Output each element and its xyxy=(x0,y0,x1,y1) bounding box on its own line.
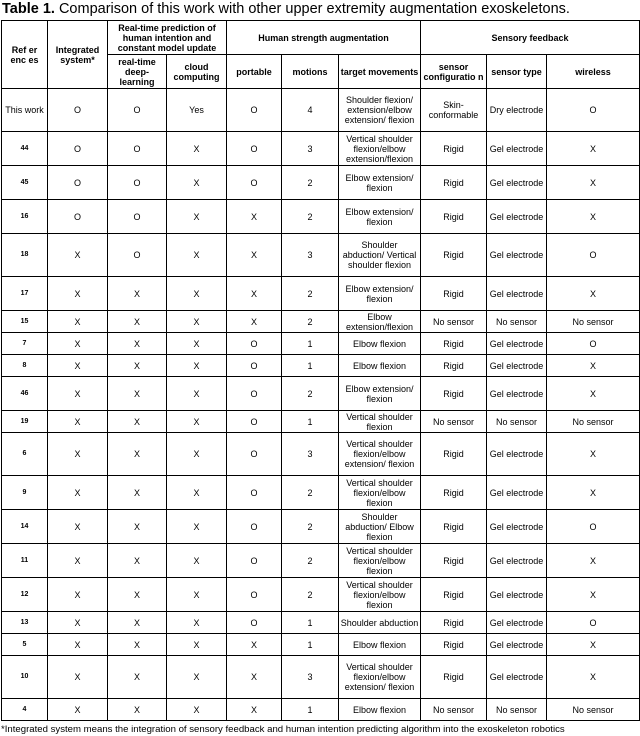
target-movements-cell: Elbow extension/ flexion xyxy=(339,200,421,234)
integrated-cell: X xyxy=(48,333,108,355)
sensor-type-cell: Gel electrode xyxy=(487,510,547,544)
integrated-cell: O xyxy=(48,89,108,132)
cloud-computing-cell: X xyxy=(167,578,227,612)
header-sensory-feedback-group: Sensory feedback xyxy=(421,21,640,55)
sensor-type-cell: Gel electrode xyxy=(487,132,547,166)
integrated-cell: X xyxy=(48,234,108,277)
target-movements-cell: Vertical shoulder flexion/elbow flexion xyxy=(339,578,421,612)
deep-learning-cell: X xyxy=(108,476,167,510)
target-movements-cell: Elbow flexion xyxy=(339,634,421,656)
sensor-type-cell: No sensor xyxy=(487,411,547,433)
deep-learning-cell: O xyxy=(108,132,167,166)
table-row xyxy=(2,89,640,132)
sensor-type-cell: Gel electrode xyxy=(487,656,547,699)
target-movements-cell: Shoulder abduction/ Vertical shoulder flexion xyxy=(339,234,421,277)
target-movements-cell: Vertical shoulder flexion/elbow flexion xyxy=(339,476,421,510)
sensor-configuration-cell: Rigid xyxy=(421,200,487,234)
ref-cell: 5 xyxy=(2,634,48,656)
caption-text: Comparison of this work with other upper extremity augmentation exoskeletons. xyxy=(54,1,570,17)
cloud-computing-cell: X xyxy=(167,377,227,411)
portable-cell: O xyxy=(227,612,282,634)
comparison-table xyxy=(1,20,640,721)
table-row xyxy=(2,333,640,355)
motions-cell: 2 xyxy=(282,544,339,578)
motions-cell: 2 xyxy=(282,311,339,333)
ref-cell: 18 xyxy=(2,234,48,277)
table-row xyxy=(2,200,640,234)
deep-learning-cell: O xyxy=(108,200,167,234)
portable-cell: O xyxy=(227,132,282,166)
wireless-cell: X xyxy=(547,634,640,656)
motions-cell: 2 xyxy=(282,578,339,612)
portable-cell: X xyxy=(227,200,282,234)
sensor-configuration-cell: Rigid xyxy=(421,433,487,476)
header-row-group xyxy=(2,21,640,55)
target-movements-cell: Shoulder abduction/ Elbow flexion xyxy=(339,510,421,544)
target-movements-cell: Vertical shoulder flexion/elbow extension/flexion xyxy=(339,132,421,166)
motions-cell: 4 xyxy=(282,89,339,132)
sensor-type-cell: Gel electrode xyxy=(487,634,547,656)
target-movements-cell: Elbow flexion xyxy=(339,333,421,355)
header-cloud-computing: cloud computing xyxy=(167,55,227,89)
integrated-cell: X xyxy=(48,355,108,377)
cloud-computing-cell: X xyxy=(167,476,227,510)
table-footnote: *Integrated system means the integration of sensory feedback and human intention predicting algorithm into the exoskeleton robotics xyxy=(1,724,565,735)
table-row xyxy=(2,656,640,699)
sensor-type-cell: Gel electrode xyxy=(487,377,547,411)
target-movements-cell: Elbow extension/ flexion xyxy=(339,377,421,411)
portable-cell: O xyxy=(227,355,282,377)
ref-cell: 12 xyxy=(2,578,48,612)
sensor-type-cell: Gel electrode xyxy=(487,355,547,377)
motions-cell: 2 xyxy=(282,166,339,200)
deep-learning-cell: X xyxy=(108,433,167,476)
header-sensor-configuration: sensor configuratio n xyxy=(421,55,487,89)
table-row xyxy=(2,166,640,200)
ref-cell: 17 xyxy=(2,277,48,311)
cloud-computing-cell: X xyxy=(167,355,227,377)
table-row xyxy=(2,510,640,544)
integrated-cell: O xyxy=(48,200,108,234)
deep-learning-cell: X xyxy=(108,544,167,578)
header-human-strength-group: Human strength augmentation xyxy=(227,21,421,55)
ref-cell: 14 xyxy=(2,510,48,544)
wireless-cell: O xyxy=(547,89,640,132)
integrated-cell: X xyxy=(48,277,108,311)
integrated-cell: X xyxy=(48,544,108,578)
portable-cell: O xyxy=(227,578,282,612)
sensor-configuration-cell: No sensor xyxy=(421,699,487,721)
header-portable: portable xyxy=(227,55,282,89)
sensor-configuration-cell: Rigid xyxy=(421,634,487,656)
header-integrated-system: Integrated system* xyxy=(48,21,108,89)
sensor-type-cell: Gel electrode xyxy=(487,234,547,277)
sensor-configuration-cell: Skin-conformable xyxy=(421,89,487,132)
table-row xyxy=(2,411,640,433)
portable-cell: O xyxy=(227,411,282,433)
ref-cell: 15 xyxy=(2,311,48,333)
wireless-cell: X xyxy=(547,433,640,476)
deep-learning-cell: X xyxy=(108,333,167,355)
wireless-cell: X xyxy=(547,166,640,200)
deep-learning-cell: O xyxy=(108,234,167,277)
ref-cell: 11 xyxy=(2,544,48,578)
wireless-cell: O xyxy=(547,612,640,634)
deep-learning-cell: X xyxy=(108,311,167,333)
table-label: Table 1. xyxy=(2,1,55,17)
ref-cell: 7 xyxy=(2,333,48,355)
table-row xyxy=(2,234,640,277)
portable-cell: O xyxy=(227,510,282,544)
integrated-cell: X xyxy=(48,476,108,510)
table-row xyxy=(2,476,640,510)
sensor-configuration-cell: Rigid xyxy=(421,578,487,612)
wireless-cell: No sensor xyxy=(547,411,640,433)
cloud-computing-cell: X xyxy=(167,200,227,234)
header-realtime-group: Real-time prediction of human intention and constant model update xyxy=(108,21,227,55)
sensor-configuration-cell: Rigid xyxy=(421,355,487,377)
wireless-cell: X xyxy=(547,544,640,578)
sensor-type-cell: Gel electrode xyxy=(487,476,547,510)
sensor-type-cell: No sensor xyxy=(487,311,547,333)
sensor-configuration-cell: Rigid xyxy=(421,234,487,277)
sensor-configuration-cell: No sensor xyxy=(421,411,487,433)
portable-cell: O xyxy=(227,89,282,132)
cloud-computing-cell: X xyxy=(167,433,227,476)
target-movements-cell: Vertical shoulder flexion/elbow extension/ flexion xyxy=(339,656,421,699)
motions-cell: 3 xyxy=(282,234,339,277)
sensor-configuration-cell: Rigid xyxy=(421,510,487,544)
sensor-type-cell: Gel electrode xyxy=(487,200,547,234)
sensor-type-cell: Gel electrode xyxy=(487,277,547,311)
wireless-cell: X xyxy=(547,277,640,311)
motions-cell: 1 xyxy=(282,612,339,634)
ref-cell: This work xyxy=(2,89,48,132)
header-target-movements: target movements xyxy=(339,55,421,89)
integrated-cell: X xyxy=(48,578,108,612)
sensor-type-cell: Dry electrode xyxy=(487,89,547,132)
integrated-cell: X xyxy=(48,656,108,699)
cloud-computing-cell: X xyxy=(167,656,227,699)
motions-cell: 2 xyxy=(282,476,339,510)
sensor-type-cell: Gel electrode xyxy=(487,166,547,200)
sensor-type-cell: Gel electrode xyxy=(487,333,547,355)
cloud-computing-cell: X xyxy=(167,333,227,355)
sensor-type-cell: Gel electrode xyxy=(487,544,547,578)
ref-cell: 44 xyxy=(2,132,48,166)
target-movements-cell: Elbow extension/ flexion xyxy=(339,166,421,200)
wireless-cell: X xyxy=(547,355,640,377)
deep-learning-cell: X xyxy=(108,656,167,699)
wireless-cell: X xyxy=(547,578,640,612)
deep-learning-cell: X xyxy=(108,411,167,433)
integrated-cell: X xyxy=(48,433,108,476)
sensor-type-cell: Gel electrode xyxy=(487,578,547,612)
ref-cell: 45 xyxy=(2,166,48,200)
target-movements-cell: Vertical shoulder flexion xyxy=(339,411,421,433)
ref-cell: 10 xyxy=(2,656,48,699)
cloud-computing-cell: X xyxy=(167,234,227,277)
integrated-cell: X xyxy=(48,311,108,333)
table-row xyxy=(2,544,640,578)
header-references: Ref er enc es xyxy=(2,21,48,89)
wireless-cell: X xyxy=(547,656,640,699)
ref-cell: 6 xyxy=(2,433,48,476)
wireless-cell: X xyxy=(547,200,640,234)
portable-cell: X xyxy=(227,634,282,656)
motions-cell: 2 xyxy=(282,200,339,234)
portable-cell: X xyxy=(227,234,282,277)
cloud-computing-cell: Yes xyxy=(167,89,227,132)
header-deep-learning: real-time deep-learning xyxy=(108,55,167,89)
deep-learning-cell: X xyxy=(108,277,167,311)
target-movements-cell: Elbow extension/flexion xyxy=(339,311,421,333)
cloud-computing-cell: X xyxy=(167,166,227,200)
table-row xyxy=(2,699,640,721)
portable-cell: O xyxy=(227,433,282,476)
ref-cell: 46 xyxy=(2,377,48,411)
motions-cell: 1 xyxy=(282,333,339,355)
integrated-cell: X xyxy=(48,377,108,411)
motions-cell: 1 xyxy=(282,411,339,433)
portable-cell: O xyxy=(227,333,282,355)
table-caption xyxy=(2,0,570,19)
table-row xyxy=(2,578,640,612)
target-movements-cell: Elbow extension/ flexion xyxy=(339,277,421,311)
wireless-cell: O xyxy=(547,234,640,277)
table-row xyxy=(2,612,640,634)
wireless-cell: No sensor xyxy=(547,699,640,721)
sensor-configuration-cell: Rigid xyxy=(421,544,487,578)
sensor-configuration-cell: No sensor xyxy=(421,311,487,333)
integrated-cell: X xyxy=(48,634,108,656)
sensor-configuration-cell: Rigid xyxy=(421,476,487,510)
deep-learning-cell: X xyxy=(108,377,167,411)
portable-cell: O xyxy=(227,377,282,411)
deep-learning-cell: X xyxy=(108,699,167,721)
wireless-cell: X xyxy=(547,476,640,510)
table-body xyxy=(2,89,640,721)
wireless-cell: X xyxy=(547,377,640,411)
sensor-configuration-cell: Rigid xyxy=(421,132,487,166)
cloud-computing-cell: X xyxy=(167,634,227,656)
cloud-computing-cell: X xyxy=(167,277,227,311)
cloud-computing-cell: X xyxy=(167,132,227,166)
deep-learning-cell: X xyxy=(108,612,167,634)
wireless-cell: X xyxy=(547,132,640,166)
table-row xyxy=(2,355,640,377)
sensor-configuration-cell: Rigid xyxy=(421,612,487,634)
integrated-cell: O xyxy=(48,166,108,200)
cloud-computing-cell: X xyxy=(167,544,227,578)
sensor-configuration-cell: Rigid xyxy=(421,333,487,355)
cloud-computing-cell: X xyxy=(167,612,227,634)
target-movements-cell: Vertical shoulder flexion/elbow flexion xyxy=(339,544,421,578)
sensor-configuration-cell: Rigid xyxy=(421,166,487,200)
target-movements-cell: Elbow flexion xyxy=(339,699,421,721)
cloud-computing-cell: X xyxy=(167,311,227,333)
ref-cell: 9 xyxy=(2,476,48,510)
wireless-cell: No sensor xyxy=(547,311,640,333)
table-row xyxy=(2,277,640,311)
integrated-cell: X xyxy=(48,699,108,721)
header-wireless: wireless xyxy=(547,55,640,89)
portable-cell: O xyxy=(227,544,282,578)
deep-learning-cell: X xyxy=(108,634,167,656)
ref-cell: 19 xyxy=(2,411,48,433)
motions-cell: 2 xyxy=(282,277,339,311)
portable-cell: X xyxy=(227,699,282,721)
sensor-configuration-cell: Rigid xyxy=(421,377,487,411)
motions-cell: 1 xyxy=(282,634,339,656)
deep-learning-cell: O xyxy=(108,166,167,200)
target-movements-cell: Vertical shoulder flexion/elbow extension/ flexion xyxy=(339,433,421,476)
table-row xyxy=(2,634,640,656)
deep-learning-cell: X xyxy=(108,510,167,544)
integrated-cell: O xyxy=(48,132,108,166)
table-row xyxy=(2,132,640,166)
table-row xyxy=(2,377,640,411)
target-movements-cell: Shoulder abduction xyxy=(339,612,421,634)
motions-cell: 1 xyxy=(282,699,339,721)
integrated-cell: X xyxy=(48,612,108,634)
header-motions: motions xyxy=(282,55,339,89)
integrated-cell: X xyxy=(48,510,108,544)
cloud-computing-cell: X xyxy=(167,411,227,433)
portable-cell: X xyxy=(227,277,282,311)
portable-cell: X xyxy=(227,311,282,333)
portable-cell: O xyxy=(227,166,282,200)
ref-cell: 4 xyxy=(2,699,48,721)
motions-cell: 2 xyxy=(282,377,339,411)
sensor-type-cell: Gel electrode xyxy=(487,433,547,476)
target-movements-cell: Elbow flexion xyxy=(339,355,421,377)
deep-learning-cell: X xyxy=(108,355,167,377)
portable-cell: O xyxy=(227,476,282,510)
motions-cell: 3 xyxy=(282,433,339,476)
motions-cell: 3 xyxy=(282,656,339,699)
motions-cell: 1 xyxy=(282,355,339,377)
ref-cell: 8 xyxy=(2,355,48,377)
wireless-cell: O xyxy=(547,510,640,544)
motions-cell: 3 xyxy=(282,132,339,166)
integrated-cell: X xyxy=(48,411,108,433)
portable-cell: X xyxy=(227,656,282,699)
ref-cell: 13 xyxy=(2,612,48,634)
motions-cell: 2 xyxy=(282,510,339,544)
table-row xyxy=(2,311,640,333)
deep-learning-cell: O xyxy=(108,89,167,132)
sensor-type-cell: No sensor xyxy=(487,699,547,721)
table-row xyxy=(2,433,640,476)
sensor-type-cell: Gel electrode xyxy=(487,612,547,634)
sensor-configuration-cell: Rigid xyxy=(421,656,487,699)
target-movements-cell: Shoulder flexion/ extension/elbow extension/ flexion xyxy=(339,89,421,132)
cloud-computing-cell: X xyxy=(167,699,227,721)
header-sensor-type: sensor type xyxy=(487,55,547,89)
ref-cell: 16 xyxy=(2,200,48,234)
wireless-cell: O xyxy=(547,333,640,355)
cloud-computing-cell: X xyxy=(167,510,227,544)
sensor-configuration-cell: Rigid xyxy=(421,277,487,311)
deep-learning-cell: X xyxy=(108,578,167,612)
